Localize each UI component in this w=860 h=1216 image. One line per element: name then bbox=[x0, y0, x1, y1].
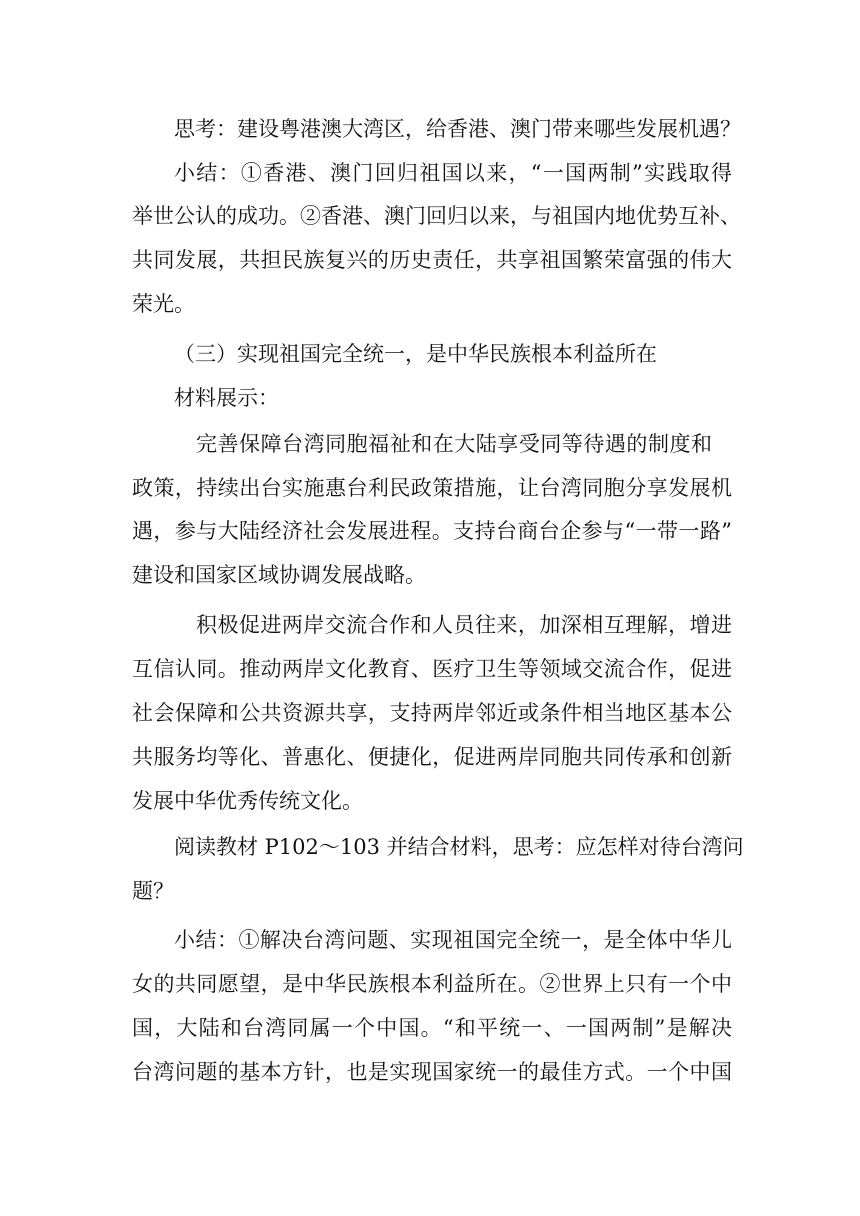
text-line: 完善保障台湾同胞福祉和在大陆享受同等待遇的制度和 bbox=[196, 432, 712, 456]
text-line: 共服务均等化、普惠化、便捷化，促进两岸同胞共同传承和创新 bbox=[132, 745, 732, 769]
text-line: 举世公认的成功。②香港、澳门回归以来，与祖国内地优势互补、 bbox=[132, 204, 741, 228]
text-line: 国，大陆和台湾同属一个中国。“和平统一、一国两制”是解决 bbox=[132, 1016, 732, 1040]
text-line: 台湾问题的基本方针，也是实现国家统一的最佳方式。一个中国 bbox=[132, 1060, 732, 1084]
text-line: 材料展示： bbox=[174, 386, 279, 410]
text-line: 荣光。 bbox=[132, 292, 195, 316]
text-line: 小结：①解决台湾问题、实现祖国完全统一，是全体中华儿 bbox=[174, 928, 732, 952]
text-line: 阅读教材 P102～103 并结合材料，思考：应怎样对待台湾问 bbox=[174, 835, 744, 859]
text-line: 共同发展，共担民族复兴的历史责任，共享祖国繁荣富强的伟大 bbox=[132, 248, 732, 272]
text-line: 发展中华优秀传统文化。 bbox=[132, 789, 363, 813]
text-line: 社会保障和公共资源共享，支持两岸邻近或条件相当地区基本公 bbox=[132, 701, 732, 725]
text-line: 小结：①香港、澳门回归祖国以来，“一国两制”实践取得 bbox=[174, 161, 732, 185]
text-line: 题？ bbox=[132, 879, 174, 903]
text-line: 遇，参与大陆经济社会发展进程。支持台商台企参与“一带一路” bbox=[132, 519, 732, 543]
text-line: 政策，持续出台实施惠台利民政策措施，让台湾同胞分享发展机 bbox=[132, 476, 732, 500]
text-line: 女的共同愿望，是中华民族根本利益所在。②世界上只有一个中 bbox=[132, 972, 732, 996]
text-line: 互信认同。推动两岸文化教育、医疗卫生等领域交流合作，促进 bbox=[132, 657, 732, 681]
section-heading: （三）实现祖国完全统一，是中华民族根本利益所在 bbox=[174, 342, 657, 366]
text-line: 积极促进两岸交流合作和人员往来，加深相互理解，增进 bbox=[196, 613, 732, 637]
text-line: 思考：建设粤港澳大湾区，给香港、澳门带来哪些发展机遇？ bbox=[174, 117, 741, 141]
text-line: 建设和国家区域协调发展战略。 bbox=[132, 563, 426, 587]
